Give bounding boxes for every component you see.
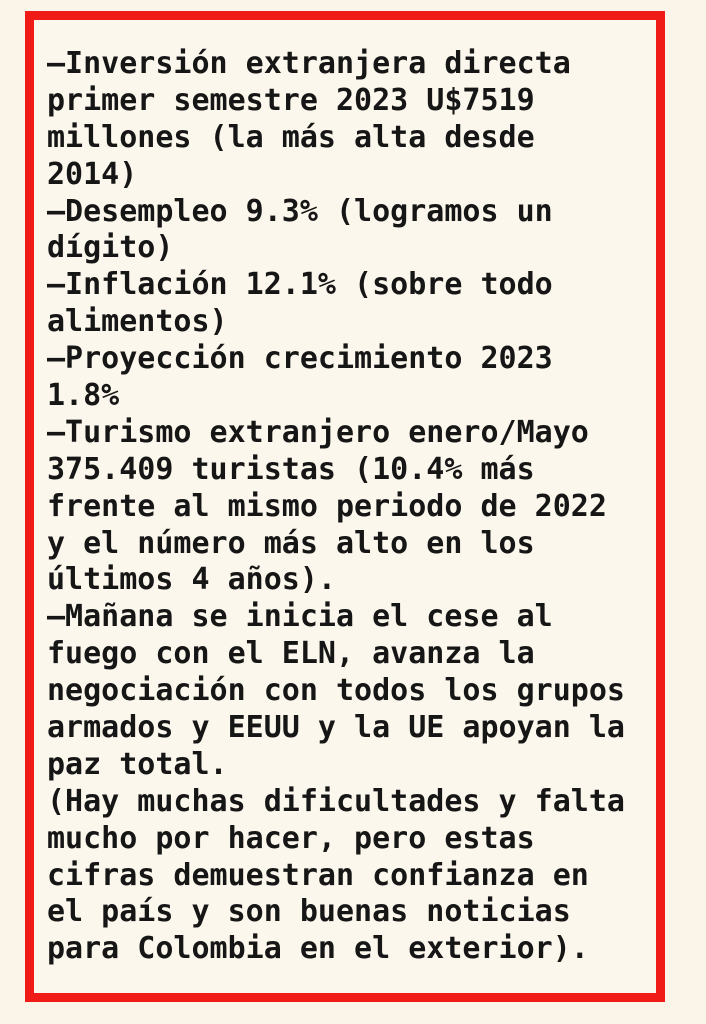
text-line: 375.409 turistas (10.4% más: [47, 451, 535, 487]
text-line: alimentos): [47, 304, 228, 340]
text-line: últimos 4 años).: [47, 562, 336, 598]
text-line: el país y son buenas noticias: [47, 894, 571, 930]
text-line: 1.8%: [47, 378, 120, 414]
text-line: armados y EEUU y la UE apoyan la: [47, 710, 625, 746]
text-line: –Inversión extranjera directa: [47, 46, 571, 81]
text-line: –Mañana se inicia el cese al: [47, 599, 553, 635]
text-line: millones (la más alta desde: [47, 119, 535, 155]
text-line: mucho por hacer, pero estas: [47, 820, 535, 856]
text-line: (Hay muchas dificultades y falta: [47, 783, 625, 819]
text-line: paz total.: [47, 746, 228, 782]
text-line: –Turismo extranjero enero/Mayo: [47, 414, 589, 450]
text-line: y el número más alto en los: [47, 525, 535, 561]
text-line: cifras demuestran confianza en: [47, 857, 589, 893]
text-line: –Inflación 12.1% (sobre todo: [47, 267, 553, 303]
text-line: frente al mismo periodo de 2022: [47, 488, 607, 524]
text-line: para Colombia en el exterior).: [47, 931, 589, 967]
text-line: dígito): [47, 230, 174, 266]
text-line: –Desempleo 9.3% (logramos un: [47, 193, 553, 229]
statement-text: [47, 46, 659, 968]
text-line: negociación con todos los grupos: [47, 673, 625, 709]
text-line: –Proyección crecimiento 2023: [47, 341, 553, 377]
text-line: primer semestre 2023 U$7519: [47, 82, 535, 118]
text-line: 2014): [47, 156, 138, 192]
text-line: fuego con el ELN, avanza la: [47, 636, 535, 672]
